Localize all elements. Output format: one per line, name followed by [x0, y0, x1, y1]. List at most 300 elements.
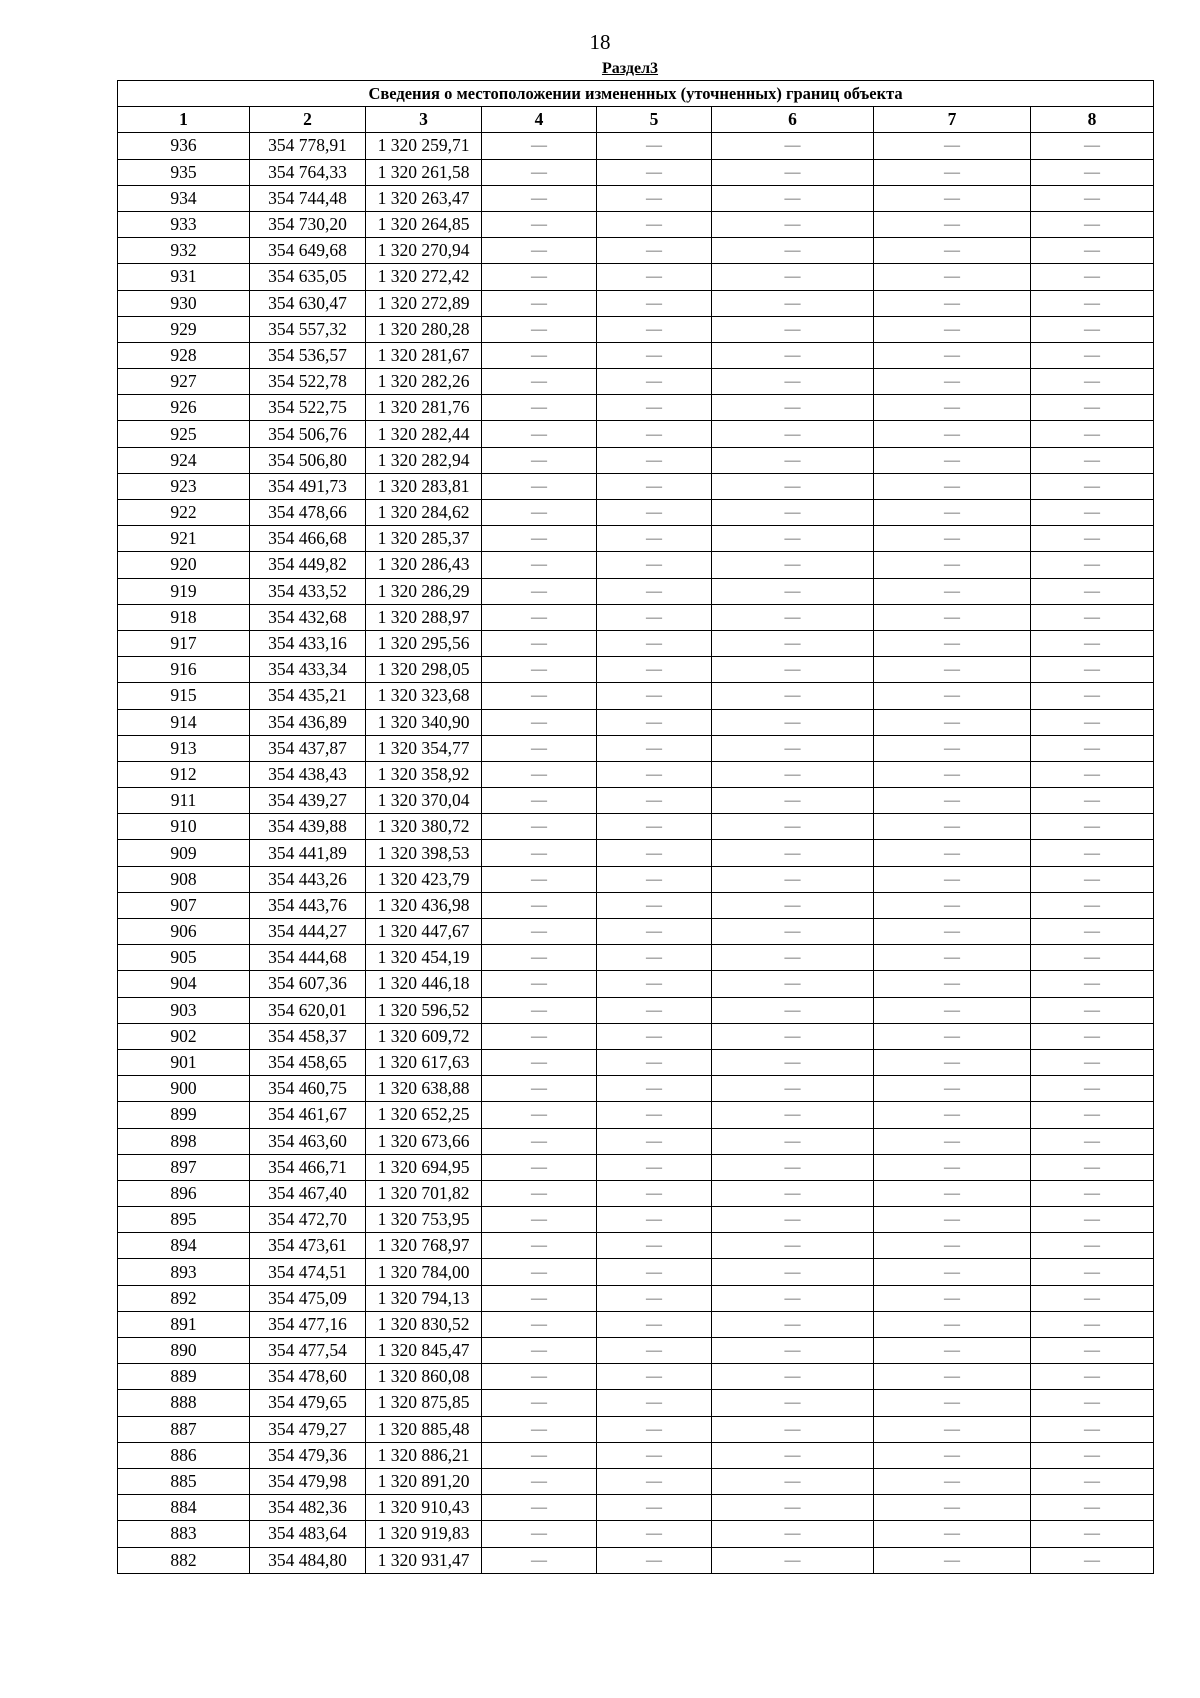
- y-coordinate-cell: 1 320 875,85: [366, 1390, 482, 1416]
- empty-value-cell: —: [1031, 316, 1154, 342]
- empty-value-cell: —: [482, 735, 597, 761]
- empty-value-cell: —: [874, 1259, 1031, 1285]
- empty-value-cell: —: [1031, 211, 1154, 237]
- point-number-cell: 918: [118, 604, 250, 630]
- empty-value-cell: —: [482, 1233, 597, 1259]
- point-number-cell: 909: [118, 840, 250, 866]
- y-coordinate-cell: 1 320 281,76: [366, 395, 482, 421]
- empty-value-cell: —: [597, 421, 712, 447]
- y-coordinate-cell: 1 320 701,82: [366, 1180, 482, 1206]
- empty-value-cell: —: [712, 447, 874, 473]
- empty-value-cell: —: [482, 526, 597, 552]
- empty-value-cell: —: [1031, 1023, 1154, 1049]
- empty-value-cell: —: [597, 578, 712, 604]
- empty-value-cell: —: [1031, 1154, 1154, 1180]
- y-coordinate-cell: 1 320 673,66: [366, 1128, 482, 1154]
- empty-value-cell: —: [597, 892, 712, 918]
- empty-value-cell: —: [874, 159, 1031, 185]
- empty-value-cell: —: [597, 1233, 712, 1259]
- table-row: [118, 1521, 1154, 1547]
- empty-value-cell: —: [712, 500, 874, 526]
- y-coordinate-cell: 1 320 596,52: [366, 997, 482, 1023]
- point-number-cell: 906: [118, 919, 250, 945]
- empty-value-cell: —: [874, 788, 1031, 814]
- x-coordinate-cell: 354 730,20: [250, 211, 366, 237]
- empty-value-cell: —: [874, 185, 1031, 211]
- table-row: [118, 1023, 1154, 1049]
- empty-value-cell: —: [1031, 1442, 1154, 1468]
- table-row: [118, 1285, 1154, 1311]
- empty-value-cell: —: [482, 1154, 597, 1180]
- column-header: 1: [118, 107, 250, 133]
- empty-value-cell: —: [1031, 578, 1154, 604]
- x-coordinate-cell: 354 479,98: [250, 1468, 366, 1494]
- table-row: [118, 1547, 1154, 1573]
- column-header: 7: [874, 107, 1031, 133]
- point-number-cell: 926: [118, 395, 250, 421]
- table-row: [118, 971, 1154, 997]
- point-number-cell: 886: [118, 1442, 250, 1468]
- y-coordinate-cell: 1 320 454,19: [366, 945, 482, 971]
- x-coordinate-cell: 354 557,32: [250, 316, 366, 342]
- empty-value-cell: —: [874, 630, 1031, 656]
- point-number-cell: 882: [118, 1547, 250, 1573]
- empty-value-cell: —: [874, 369, 1031, 395]
- empty-value-cell: —: [1031, 788, 1154, 814]
- table-row: [118, 421, 1154, 447]
- table-row: [118, 1233, 1154, 1259]
- empty-value-cell: —: [874, 683, 1031, 709]
- table-row: [118, 709, 1154, 735]
- point-number-cell: 890: [118, 1338, 250, 1364]
- empty-value-cell: —: [874, 238, 1031, 264]
- empty-value-cell: —: [874, 1049, 1031, 1075]
- empty-value-cell: —: [874, 421, 1031, 447]
- empty-value-cell: —: [1031, 395, 1154, 421]
- table-row: [118, 395, 1154, 421]
- column-header: 4: [482, 107, 597, 133]
- empty-value-cell: —: [712, 552, 874, 578]
- point-number-cell: 917: [118, 630, 250, 656]
- point-number-cell: 889: [118, 1364, 250, 1390]
- empty-value-cell: —: [712, 421, 874, 447]
- empty-value-cell: —: [1031, 1285, 1154, 1311]
- x-coordinate-cell: 354 444,27: [250, 919, 366, 945]
- empty-value-cell: —: [874, 1233, 1031, 1259]
- empty-value-cell: —: [482, 1416, 597, 1442]
- x-coordinate-cell: 354 744,48: [250, 185, 366, 211]
- empty-value-cell: —: [597, 788, 712, 814]
- empty-value-cell: —: [712, 971, 874, 997]
- empty-value-cell: —: [712, 1495, 874, 1521]
- empty-value-cell: —: [597, 1154, 712, 1180]
- y-coordinate-cell: 1 320 398,53: [366, 840, 482, 866]
- empty-value-cell: —: [1031, 1416, 1154, 1442]
- table-row: [118, 369, 1154, 395]
- empty-value-cell: —: [712, 473, 874, 499]
- x-coordinate-cell: 354 635,05: [250, 264, 366, 290]
- empty-value-cell: —: [874, 1076, 1031, 1102]
- empty-value-cell: —: [1031, 683, 1154, 709]
- table-row: [118, 630, 1154, 656]
- empty-value-cell: —: [1031, 1128, 1154, 1154]
- point-number-cell: 892: [118, 1285, 250, 1311]
- empty-value-cell: —: [482, 290, 597, 316]
- table-caption-row: [118, 81, 1154, 107]
- empty-value-cell: —: [597, 945, 712, 971]
- table-row: [118, 761, 1154, 787]
- empty-value-cell: —: [712, 395, 874, 421]
- table-row: [118, 238, 1154, 264]
- empty-value-cell: —: [482, 1128, 597, 1154]
- y-coordinate-cell: 1 320 891,20: [366, 1468, 482, 1494]
- point-number-cell: 901: [118, 1049, 250, 1075]
- empty-value-cell: —: [1031, 552, 1154, 578]
- y-coordinate-cell: 1 320 272,42: [366, 264, 482, 290]
- x-coordinate-cell: 354 441,89: [250, 840, 366, 866]
- empty-value-cell: —: [874, 211, 1031, 237]
- empty-value-cell: —: [874, 971, 1031, 997]
- empty-value-cell: —: [712, 1521, 874, 1547]
- empty-value-cell: —: [1031, 1338, 1154, 1364]
- empty-value-cell: —: [482, 159, 597, 185]
- x-coordinate-cell: 354 482,36: [250, 1495, 366, 1521]
- point-number-cell: 900: [118, 1076, 250, 1102]
- empty-value-cell: —: [482, 1049, 597, 1075]
- empty-value-cell: —: [712, 369, 874, 395]
- y-coordinate-cell: 1 320 286,43: [366, 552, 482, 578]
- point-number-cell: 896: [118, 1180, 250, 1206]
- x-coordinate-cell: 354 607,36: [250, 971, 366, 997]
- empty-value-cell: —: [1031, 1259, 1154, 1285]
- empty-value-cell: —: [874, 1285, 1031, 1311]
- table-row: [118, 814, 1154, 840]
- empty-value-cell: —: [482, 683, 597, 709]
- y-coordinate-cell: 1 320 264,85: [366, 211, 482, 237]
- y-coordinate-cell: 1 320 694,95: [366, 1154, 482, 1180]
- empty-value-cell: —: [482, 866, 597, 892]
- x-coordinate-cell: 354 443,76: [250, 892, 366, 918]
- table-row: [118, 290, 1154, 316]
- table-row: [118, 1338, 1154, 1364]
- empty-value-cell: —: [597, 342, 712, 368]
- x-coordinate-cell: 354 463,60: [250, 1128, 366, 1154]
- table-row: [118, 1495, 1154, 1521]
- empty-value-cell: —: [482, 1468, 597, 1494]
- empty-value-cell: —: [597, 1364, 712, 1390]
- empty-value-cell: —: [597, 159, 712, 185]
- point-number-cell: 899: [118, 1102, 250, 1128]
- section-title: Раздел3: [601, 60, 659, 77]
- empty-value-cell: —: [1031, 971, 1154, 997]
- table-row: [118, 316, 1154, 342]
- y-coordinate-cell: 1 320 280,28: [366, 316, 482, 342]
- x-coordinate-cell: 354 467,40: [250, 1180, 366, 1206]
- empty-value-cell: —: [1031, 604, 1154, 630]
- empty-value-cell: —: [712, 604, 874, 630]
- empty-value-cell: —: [712, 1102, 874, 1128]
- x-coordinate-cell: 354 475,09: [250, 1285, 366, 1311]
- empty-value-cell: —: [482, 238, 597, 264]
- empty-value-cell: —: [482, 1076, 597, 1102]
- y-coordinate-cell: 1 320 830,52: [366, 1311, 482, 1337]
- empty-value-cell: —: [597, 1180, 712, 1206]
- point-number-cell: 923: [118, 473, 250, 499]
- y-coordinate-cell: 1 320 340,90: [366, 709, 482, 735]
- empty-value-cell: —: [1031, 1364, 1154, 1390]
- empty-value-cell: —: [597, 1547, 712, 1573]
- point-number-cell: 912: [118, 761, 250, 787]
- empty-value-cell: —: [712, 1285, 874, 1311]
- empty-value-cell: —: [712, 1259, 874, 1285]
- table-header-row: [118, 107, 1154, 133]
- empty-value-cell: —: [1031, 1049, 1154, 1075]
- empty-value-cell: —: [1031, 421, 1154, 447]
- empty-value-cell: —: [1031, 342, 1154, 368]
- empty-value-cell: —: [597, 238, 712, 264]
- empty-value-cell: —: [712, 211, 874, 237]
- page-number: 18: [589, 30, 611, 54]
- x-coordinate-cell: 354 506,80: [250, 447, 366, 473]
- empty-value-cell: —: [712, 814, 874, 840]
- x-coordinate-cell: 354 432,68: [250, 604, 366, 630]
- x-coordinate-cell: 354 478,60: [250, 1364, 366, 1390]
- y-coordinate-cell: 1 320 261,58: [366, 159, 482, 185]
- empty-value-cell: —: [1031, 997, 1154, 1023]
- empty-value-cell: —: [874, 735, 1031, 761]
- empty-value-cell: —: [597, 1076, 712, 1102]
- empty-value-cell: —: [482, 761, 597, 787]
- x-coordinate-cell: 354 472,70: [250, 1207, 366, 1233]
- x-coordinate-cell: 354 435,21: [250, 683, 366, 709]
- empty-value-cell: —: [874, 1207, 1031, 1233]
- x-coordinate-cell: 354 491,73: [250, 473, 366, 499]
- x-coordinate-cell: 354 630,47: [250, 290, 366, 316]
- empty-value-cell: —: [712, 316, 874, 342]
- empty-value-cell: —: [874, 1495, 1031, 1521]
- empty-value-cell: —: [874, 919, 1031, 945]
- y-coordinate-cell: 1 320 436,98: [366, 892, 482, 918]
- table-row: [118, 578, 1154, 604]
- empty-value-cell: —: [1031, 919, 1154, 945]
- point-number-cell: 885: [118, 1468, 250, 1494]
- empty-value-cell: —: [874, 316, 1031, 342]
- empty-value-cell: —: [597, 447, 712, 473]
- empty-value-cell: —: [874, 1338, 1031, 1364]
- y-coordinate-cell: 1 320 886,21: [366, 1442, 482, 1468]
- empty-value-cell: —: [482, 447, 597, 473]
- table-row: [118, 264, 1154, 290]
- empty-value-cell: —: [597, 1495, 712, 1521]
- empty-value-cell: —: [712, 1442, 874, 1468]
- empty-value-cell: —: [874, 1416, 1031, 1442]
- empty-value-cell: —: [712, 238, 874, 264]
- point-number-cell: 913: [118, 735, 250, 761]
- empty-value-cell: —: [482, 211, 597, 237]
- empty-value-cell: —: [597, 840, 712, 866]
- y-coordinate-cell: 1 320 288,97: [366, 604, 482, 630]
- table-row: [118, 159, 1154, 185]
- x-coordinate-cell: 354 436,89: [250, 709, 366, 735]
- empty-value-cell: —: [482, 1521, 597, 1547]
- empty-value-cell: —: [1031, 133, 1154, 159]
- table-row: [118, 735, 1154, 761]
- empty-value-cell: —: [874, 264, 1031, 290]
- y-coordinate-cell: 1 320 282,26: [366, 369, 482, 395]
- empty-value-cell: —: [597, 526, 712, 552]
- column-header: 3: [366, 107, 482, 133]
- column-header: 6: [712, 107, 874, 133]
- empty-value-cell: —: [1031, 866, 1154, 892]
- empty-value-cell: —: [712, 1364, 874, 1390]
- y-coordinate-cell: 1 320 380,72: [366, 814, 482, 840]
- table-row: [118, 1416, 1154, 1442]
- empty-value-cell: —: [597, 1311, 712, 1337]
- empty-value-cell: —: [597, 1128, 712, 1154]
- table-row: [118, 657, 1154, 683]
- point-number-cell: 915: [118, 683, 250, 709]
- empty-value-cell: —: [1031, 1495, 1154, 1521]
- table-row: [118, 133, 1154, 159]
- empty-value-cell: —: [1031, 526, 1154, 552]
- empty-value-cell: —: [712, 1128, 874, 1154]
- y-coordinate-cell: 1 320 931,47: [366, 1547, 482, 1573]
- empty-value-cell: —: [482, 1495, 597, 1521]
- empty-value-cell: —: [1031, 945, 1154, 971]
- empty-value-cell: —: [1031, 1102, 1154, 1128]
- y-coordinate-cell: 1 320 638,88: [366, 1076, 482, 1102]
- table-row: [118, 892, 1154, 918]
- point-number-cell: 887: [118, 1416, 250, 1442]
- x-coordinate-cell: 354 649,68: [250, 238, 366, 264]
- empty-value-cell: —: [712, 1023, 874, 1049]
- empty-value-cell: —: [482, 919, 597, 945]
- empty-value-cell: —: [482, 604, 597, 630]
- empty-value-cell: —: [712, 1207, 874, 1233]
- empty-value-cell: —: [874, 133, 1031, 159]
- y-coordinate-cell: 1 320 284,62: [366, 500, 482, 526]
- empty-value-cell: —: [597, 1049, 712, 1075]
- empty-value-cell: —: [1031, 892, 1154, 918]
- empty-value-cell: —: [482, 578, 597, 604]
- table-row: [118, 919, 1154, 945]
- empty-value-cell: —: [482, 892, 597, 918]
- point-number-cell: 920: [118, 552, 250, 578]
- x-coordinate-cell: 354 473,61: [250, 1233, 366, 1259]
- empty-value-cell: —: [482, 788, 597, 814]
- empty-value-cell: —: [874, 1128, 1031, 1154]
- table-row: [118, 840, 1154, 866]
- empty-value-cell: —: [597, 211, 712, 237]
- x-coordinate-cell: 354 443,26: [250, 866, 366, 892]
- x-coordinate-cell: 354 522,75: [250, 395, 366, 421]
- empty-value-cell: —: [874, 1180, 1031, 1206]
- table-row: [118, 500, 1154, 526]
- empty-value-cell: —: [482, 1023, 597, 1049]
- empty-value-cell: —: [597, 657, 712, 683]
- empty-value-cell: —: [1031, 1207, 1154, 1233]
- empty-value-cell: —: [1031, 630, 1154, 656]
- table-row: [118, 473, 1154, 499]
- y-coordinate-cell: 1 320 845,47: [366, 1338, 482, 1364]
- x-coordinate-cell: 354 477,16: [250, 1311, 366, 1337]
- empty-value-cell: —: [482, 185, 597, 211]
- x-coordinate-cell: 354 458,65: [250, 1049, 366, 1075]
- table-row: [118, 211, 1154, 237]
- empty-value-cell: —: [1031, 185, 1154, 211]
- empty-value-cell: —: [712, 133, 874, 159]
- empty-value-cell: —: [597, 1390, 712, 1416]
- empty-value-cell: —: [482, 473, 597, 499]
- empty-value-cell: —: [874, 761, 1031, 787]
- empty-value-cell: —: [1031, 1311, 1154, 1337]
- empty-value-cell: —: [482, 1180, 597, 1206]
- empty-value-cell: —: [597, 133, 712, 159]
- y-coordinate-cell: 1 320 910,43: [366, 1495, 482, 1521]
- point-number-cell: 935: [118, 159, 250, 185]
- column-header: 8: [1031, 107, 1154, 133]
- y-coordinate-cell: 1 320 617,63: [366, 1049, 482, 1075]
- empty-value-cell: —: [597, 1259, 712, 1285]
- empty-value-cell: —: [1031, 1521, 1154, 1547]
- empty-value-cell: —: [482, 840, 597, 866]
- point-number-cell: 894: [118, 1233, 250, 1259]
- empty-value-cell: —: [1031, 473, 1154, 499]
- empty-value-cell: —: [712, 1180, 874, 1206]
- y-coordinate-cell: 1 320 283,81: [366, 473, 482, 499]
- empty-value-cell: —: [482, 1285, 597, 1311]
- table-row: [118, 1128, 1154, 1154]
- empty-value-cell: —: [482, 1102, 597, 1128]
- empty-value-cell: —: [482, 133, 597, 159]
- empty-value-cell: —: [482, 997, 597, 1023]
- x-coordinate-cell: 354 437,87: [250, 735, 366, 761]
- empty-value-cell: —: [482, 1442, 597, 1468]
- empty-value-cell: —: [712, 1390, 874, 1416]
- y-coordinate-cell: 1 320 259,71: [366, 133, 482, 159]
- empty-value-cell: —: [1031, 657, 1154, 683]
- empty-value-cell: —: [874, 473, 1031, 499]
- table-row: [118, 945, 1154, 971]
- empty-value-cell: —: [597, 1023, 712, 1049]
- y-coordinate-cell: 1 320 652,25: [366, 1102, 482, 1128]
- table-row: [118, 866, 1154, 892]
- y-coordinate-cell: 1 320 282,94: [366, 447, 482, 473]
- x-coordinate-cell: 354 620,01: [250, 997, 366, 1023]
- column-header: 2: [250, 107, 366, 133]
- empty-value-cell: —: [874, 866, 1031, 892]
- empty-value-cell: —: [712, 1547, 874, 1573]
- empty-value-cell: —: [597, 604, 712, 630]
- empty-value-cell: —: [597, 316, 712, 342]
- empty-value-cell: —: [597, 1468, 712, 1494]
- table-row: [118, 1154, 1154, 1180]
- point-number-cell: 903: [118, 997, 250, 1023]
- point-number-cell: 936: [118, 133, 250, 159]
- empty-value-cell: —: [482, 316, 597, 342]
- empty-value-cell: —: [874, 709, 1031, 735]
- x-coordinate-cell: 354 477,54: [250, 1338, 366, 1364]
- empty-value-cell: —: [874, 1390, 1031, 1416]
- empty-value-cell: —: [712, 709, 874, 735]
- empty-value-cell: —: [874, 814, 1031, 840]
- point-number-cell: 931: [118, 264, 250, 290]
- point-number-cell: 914: [118, 709, 250, 735]
- table-row: [118, 1311, 1154, 1337]
- x-coordinate-cell: 354 522,78: [250, 369, 366, 395]
- empty-value-cell: —: [1031, 369, 1154, 395]
- empty-value-cell: —: [712, 1338, 874, 1364]
